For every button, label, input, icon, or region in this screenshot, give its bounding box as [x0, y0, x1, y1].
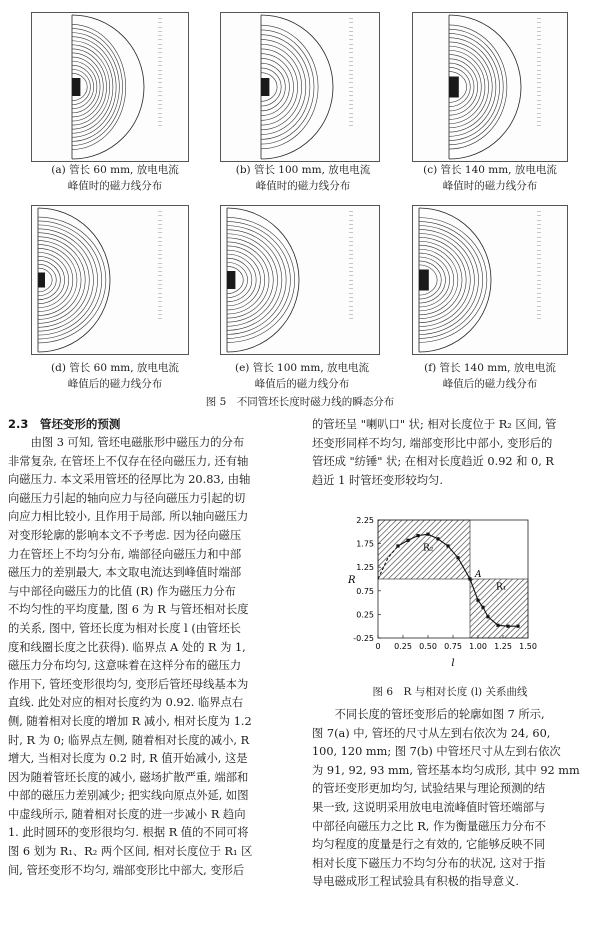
panel-caption-f: (f) 管长 140 mm, 放电电流 峰值后的磁力线分布	[424, 362, 556, 390]
critical-point-label: A	[475, 570, 482, 580]
body-text-line: 中部径向磁压力之比 R, 作为衡量磁压力分布不	[312, 819, 546, 833]
body-text-line: 坯变形同样不均匀, 端部变形比中部小, 变形后的	[312, 436, 553, 450]
body-text-line: 直线. 此处对应的相对长度约为 0.92. 临界点右	[8, 696, 244, 710]
y-tick-label: 0.25	[356, 610, 374, 620]
field-lines-drawing	[413, 206, 567, 354]
body-text-line: 磁压力分布均匀, 这意味着在这样分布的磁压力	[8, 659, 242, 673]
region-label-r2: R₂	[423, 543, 434, 554]
body-text-line: 向磁压力引起的轴向应力与径向磁压力引起的切	[8, 491, 246, 505]
field-plot-d	[31, 205, 189, 355]
y-tick-label: 2.25	[356, 516, 374, 525]
field-lines-drawing	[32, 13, 188, 161]
body-text-line: 的管坯呈 "喇叭口" 状; 相对长度位于 R₂ 区间, 管	[312, 418, 557, 431]
body-text-line: 力在管坯上不均匀分布, 端部径向磁压力和中部	[8, 547, 242, 561]
field-lines-drawing	[221, 13, 379, 161]
x-tick-label: 1.00	[469, 642, 487, 651]
right-column-text-top	[312, 416, 596, 490]
left-column-text	[8, 434, 296, 880]
body-text-line: 的管坯变形更加均匀, 试验结果与理论预测的结	[312, 782, 546, 796]
body-text-line: 为 91, 92, 93 mm, 管坯基本均匀成形, 其中 92 mm	[312, 763, 580, 777]
data-point	[486, 615, 489, 618]
data-point	[468, 577, 471, 580]
region-label-r1: R₁	[496, 582, 507, 593]
data-point	[436, 537, 439, 540]
data-point	[446, 544, 449, 547]
body-text-line: 不均匀性的平均度量, 图 6 为 R 与管坯相对长度	[8, 603, 249, 617]
x-tick-label: 1.25	[494, 642, 512, 651]
x-tick-label: 0	[375, 642, 381, 651]
y-tick-label: 1.75	[356, 539, 374, 549]
data-point	[516, 625, 519, 628]
body-text-line: 增大, 当相对长度为 0.2 时, R 值开始减小, 这是	[8, 752, 248, 766]
body-text-line: 由图 3 可知, 管坯电磁胀形中磁压力的分布	[8, 436, 245, 449]
data-point	[481, 606, 484, 609]
field-plot-e	[220, 205, 380, 355]
solver-legend: —— —— —— —— —— —— —— —— —— —— —— —— —— —— —— —— —— —— —— —— —— —— —— —— —— ——	[349, 16, 354, 128]
field-lines-drawing	[221, 206, 379, 354]
body-text-line: 100, 120 mm; 图 7(b) 中管坯尺寸从左到右依次	[312, 745, 561, 759]
solver-legend: —— —— —— —— —— —— —— —— —— —— —— —— —— —— —— —— —— —— —— —— —— —— —— —— —— ——	[537, 209, 542, 321]
section-heading: 2.3 管坯变形的预测	[8, 417, 121, 431]
x-tick-label: 1.50	[519, 642, 537, 651]
data-point	[456, 556, 459, 559]
y-tick-label: -0.25	[353, 634, 374, 643]
y-axis-label: R	[348, 575, 356, 586]
body-text-line: 均匀程度的度量是行之有效的, 它能够反映不同	[312, 838, 546, 852]
body-text-line: 时, R 为 0; 临界点左侧, 随着相对长度的减小, R	[8, 733, 250, 747]
figure-6-caption: 图 6 R 与相对长度 (l) 关系曲线	[372, 686, 528, 698]
data-point	[506, 625, 509, 628]
x-axis-label: l	[451, 658, 455, 668]
solver-legend: —— —— —— —— —— —— —— —— —— —— —— —— —— —— —— —— —— —— —— —— —— —— —— —— —— ——	[349, 209, 354, 321]
figure-5-caption: 图 5 不同管坯长度时磁力线的瞬态分布	[205, 396, 395, 408]
figure-6	[340, 508, 570, 668]
body-text-line: 对变形轮廓的影响本文不予考虑. 因为径向磁压	[8, 528, 242, 542]
body-text-line: 中虚线所示, 随着相对长度的进一步减小 R 趋向	[8, 807, 246, 821]
body-text-line: 向磁压力. 本文采用管坯的径厚比为 20.83, 由轴	[8, 473, 251, 487]
body-text-line: 果一致, 这说明采用放电电流峰值时管坯端部与	[312, 800, 546, 814]
body-text-line: 中部的磁压力差别减少; 把实线向原点外延, 如图	[8, 789, 249, 803]
body-text-line: 侧, 随着相对长度的增加 R 减小, 相对长度为 1.2	[8, 714, 252, 728]
y-tick-label: 0.75	[356, 586, 374, 596]
data-point	[426, 533, 429, 536]
field-lines-drawing	[413, 13, 567, 161]
body-text-line: 因为随着管坯长度的减小, 磁场扩散严重, 端部和	[8, 770, 249, 784]
right-column-text-bottom	[312, 706, 596, 892]
body-text-line: 1. 此时圆环的变形很均匀. 根据 R 值的不同可将	[8, 826, 249, 840]
solver-legend: —— —— —— —— —— —— —— —— —— —— —— —— —— —— —— —— —— —— —— —— —— —— —— —— —— ——	[158, 209, 163, 321]
x-tick-label: 0.25	[394, 642, 412, 651]
figure-6-chart	[340, 508, 570, 668]
data-point	[406, 539, 409, 542]
body-text-line: 图 6 划为 R₁、R₂ 两个区间, 相对长度位于 R₁ 区	[8, 845, 253, 859]
field-plot-a	[31, 12, 189, 162]
body-text-line: 趋近 1 时管坯变形较均匀.	[312, 473, 443, 487]
solver-legend: —— —— —— —— —— —— —— —— —— —— —— —— —— —— —— —— —— —— —— —— —— —— —— —— —— ——	[158, 16, 163, 128]
body-text-line: 间, 管坯变形不均匀, 端部变形比中部大, 变形后	[8, 863, 245, 877]
field-plot-b	[220, 12, 380, 162]
field-lines-drawing	[32, 206, 188, 354]
body-text-line: 向应力相比较小, 且作用于局部, 所以轴向磁压力	[8, 510, 249, 524]
data-point	[476, 599, 479, 602]
panel-caption-b: (b) 管长 100 mm, 放电电流 峰值时的磁力线分布	[235, 164, 371, 192]
panel-caption-a: (a) 管长 60 mm, 放电电流 峰值时的磁力线分布	[51, 164, 179, 192]
data-point	[416, 534, 419, 537]
x-tick-label: 0.50	[419, 642, 437, 651]
body-text-line: 的关系, 图中, 管坯长度为相对长度 l (由管坯长	[8, 621, 241, 635]
body-text-line: 磁压力的差别最大, 本文取电流达到峰值时端部	[8, 566, 242, 580]
body-text-line: 管坯成 "纺锤" 状; 在相对长度趋近 0.92 和 0, R	[312, 455, 554, 469]
body-text-line: 度和线圈长度之比获得). 临界点 A 处的 R 为 1,	[8, 640, 246, 654]
field-plot-f	[412, 205, 568, 355]
y-tick-label: 1.25	[356, 563, 374, 573]
body-text-line: 相对长度下磁压力不均匀分布的状况, 这对于指	[312, 856, 546, 870]
body-text-line: 图 7(a) 中, 管坯的尺寸从左到右依次为 24, 60,	[312, 726, 551, 740]
panel-caption-e: (e) 管长 100 mm, 放电电流 峰值后的磁力线分布	[234, 362, 370, 390]
body-text-line: 非常复杂, 在管坯上不仅存在径向磁压力, 还有轴	[8, 454, 249, 468]
panel-caption-c: (c) 管长 140 mm, 放电电流 峰值时的磁力线分布	[423, 164, 557, 192]
solver-legend: —— —— —— —— —— —— —— —— —— —— —— —— —— —— —— —— —— —— —— —— —— —— —— —— —— ——	[537, 16, 542, 128]
body-text-line: 导电磁成形工程试验具有积极的指导意义.	[312, 875, 519, 889]
body-text-line: 作用下, 管坯变形很均匀, 变形后管坯母线基本为	[8, 677, 249, 691]
body-text-line: 不同长度的管坯变形后的轮廓如图 7 所示,	[312, 708, 545, 721]
data-point	[496, 624, 499, 627]
x-tick-label: 0.75	[444, 642, 462, 651]
field-plot-c	[412, 12, 568, 162]
body-text-line: 与中部径向磁压力的比值 (R) 作为磁压力分布	[8, 584, 236, 598]
panel-caption-d: (d) 管长 60 mm, 放电电流 峰值后的磁力线分布	[51, 362, 179, 390]
